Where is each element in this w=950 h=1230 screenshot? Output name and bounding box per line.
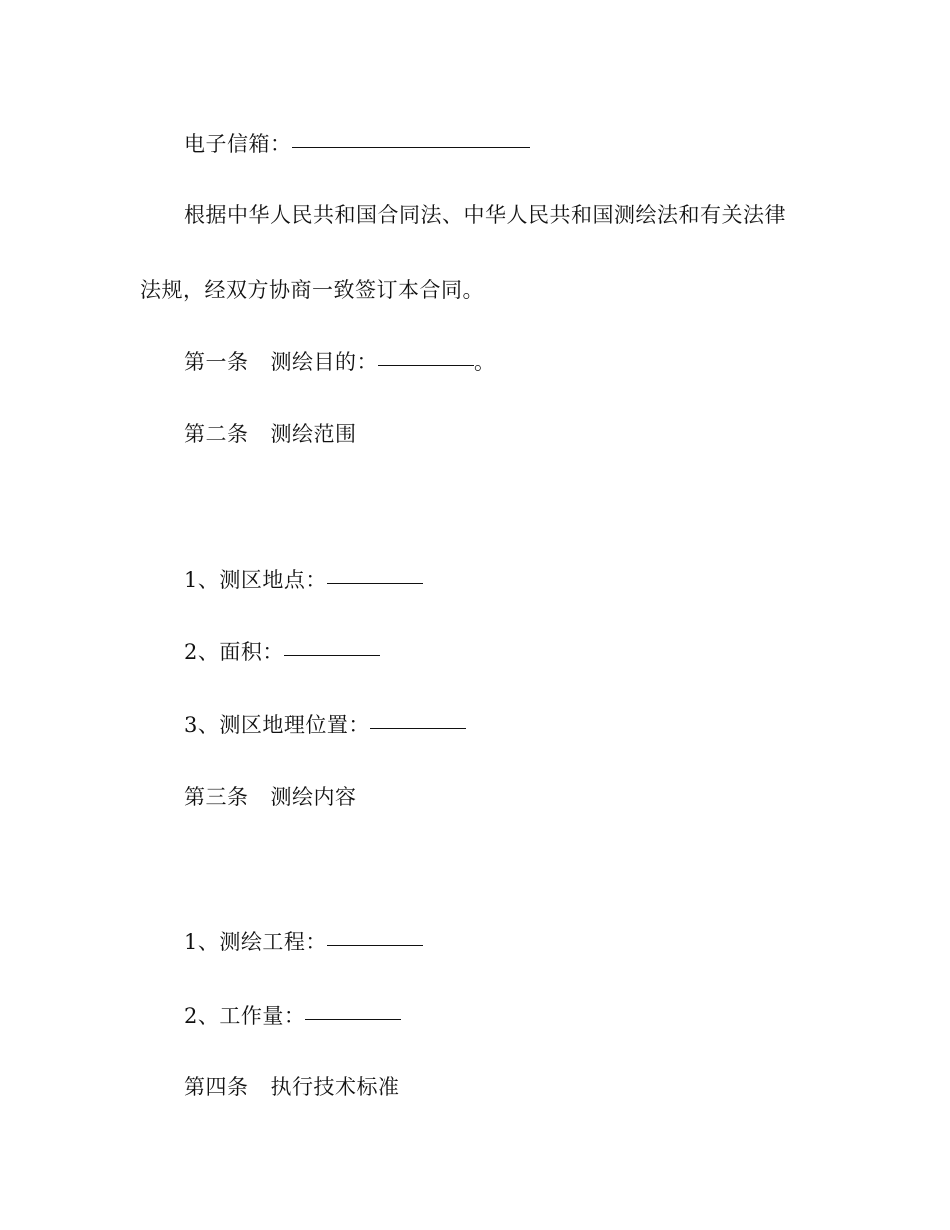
intro-paragraph-line1: 根据中华人民共和国合同法、中华人民共和国测绘法和有关法律 xyxy=(184,203,786,227)
article-3-number: 第三条 xyxy=(184,785,249,809)
article-3-heading xyxy=(184,777,357,817)
article-1-title: 测绘目的： xyxy=(270,350,378,374)
article-4-heading xyxy=(184,1067,400,1107)
article-1-blank xyxy=(378,364,474,366)
email-blank xyxy=(292,146,530,148)
article-1-number: 第一条 xyxy=(184,350,249,374)
article-3-item-2-label: 2、工作量： xyxy=(184,1004,306,1028)
article-3-item-2 xyxy=(184,996,401,1036)
article-2-item-3 xyxy=(184,705,466,745)
article-2-item-2-label: 2、面积： xyxy=(184,640,284,664)
article-3-item-2-blank xyxy=(305,1018,401,1020)
article-1 xyxy=(184,342,496,382)
article-1-end: 。 xyxy=(474,350,496,374)
article-2-item-3-blank xyxy=(370,727,466,729)
article-3-title: 测绘内容 xyxy=(270,785,357,809)
article-3-item-1-blank xyxy=(327,944,423,946)
article-3-item-1 xyxy=(184,922,423,962)
article-4-number: 第四条 xyxy=(184,1075,249,1099)
article-2-item-1-label: 1、测区地点： xyxy=(184,568,327,592)
article-2-item-1-blank xyxy=(327,582,423,584)
article-2-title: 测绘范围 xyxy=(270,422,357,446)
article-4-title: 执行技术标准 xyxy=(270,1075,400,1099)
article-2-heading xyxy=(184,414,357,454)
article-2-item-3-label: 3、测区地理位置： xyxy=(184,713,370,737)
article-2-item-2 xyxy=(184,632,380,672)
email-line xyxy=(184,124,530,164)
article-2-item-1 xyxy=(184,560,423,600)
intro-paragraph-line2: 法规，经双方协商一致签订本合同。 xyxy=(140,278,484,302)
article-2-item-2-blank xyxy=(284,654,380,656)
article-3-item-1-label: 1、测绘工程： xyxy=(184,930,327,954)
email-label: 电子信箱： xyxy=(184,132,292,156)
article-2-number: 第二条 xyxy=(184,422,249,446)
